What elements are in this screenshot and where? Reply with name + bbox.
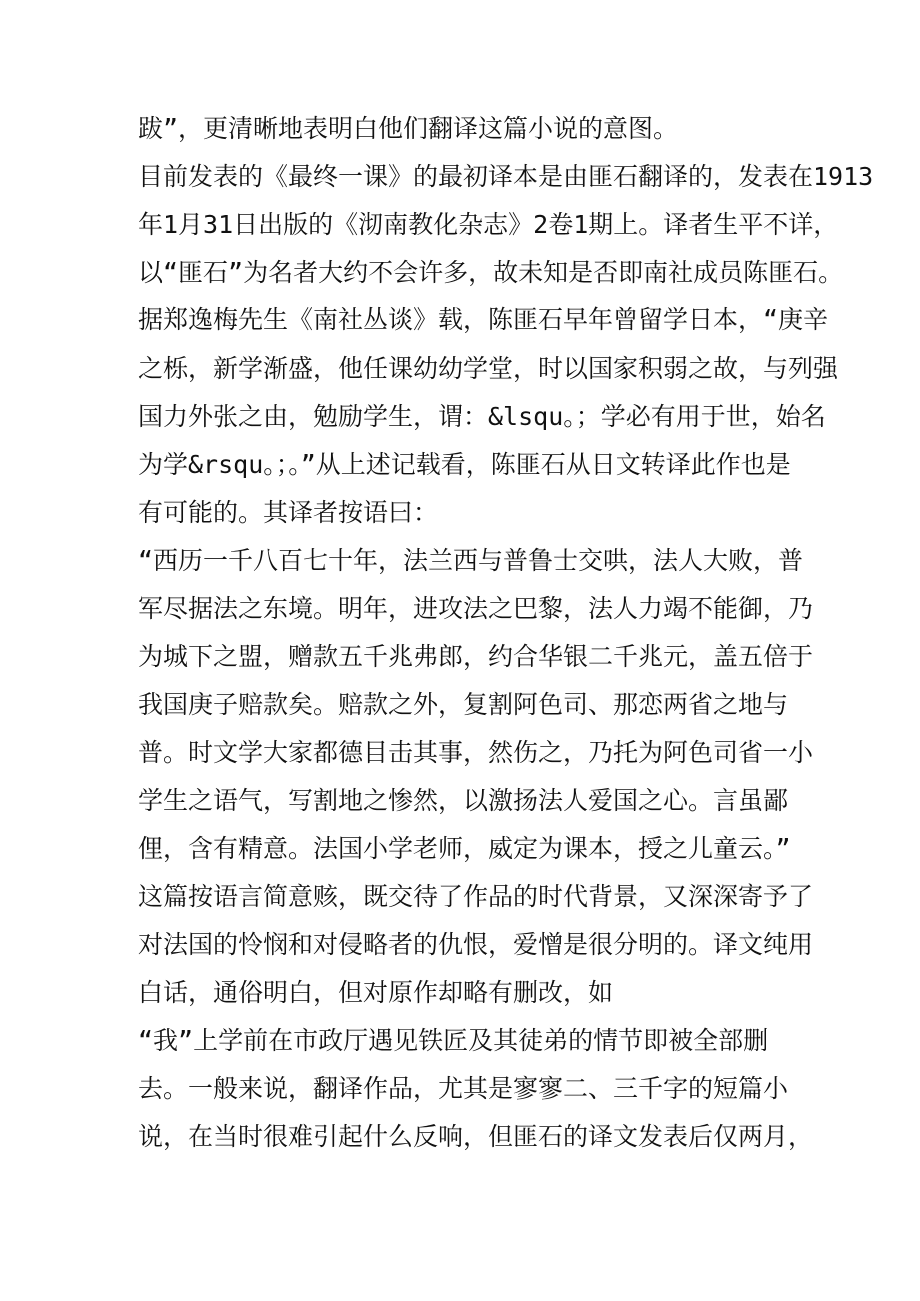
- text-line: 白话，通俗明白，但对原作却略有删改，如: [138, 978, 614, 1007]
- text-line: 以“匪石”为名者大约不会许多，故未知是否即南社成员陈匪石。: [138, 258, 844, 287]
- text-line: “西历一千八百七十年，法兰西与普鲁士交哄，法人大败，普: [138, 546, 804, 575]
- text-line: 之栎，新学渐盛，他任课幼幼学堂，时以国家积弱之故，与列强: [138, 354, 839, 383]
- text-line: 为城下之盟，赠款五千兆弗郎，约合华银二千兆元，盖五倍于: [138, 642, 814, 671]
- text-line: 跋”，更清晰地表明白他们翻译这篇小说的意图。: [138, 114, 679, 143]
- text-line: 军尽据法之东境。明年，进攻法之巴黎，法人力竭不能御，乃: [138, 594, 814, 623]
- text-line: 去。一般来说，翻译作品，尤其是寥寥二、三千字的短篇小: [138, 1074, 789, 1103]
- text-line: 为学&rsqu。；。”从上述记载看，陈匪石从日文转译此作也是: [138, 450, 791, 479]
- text-line: 这篇按语言简意赅，既交待了作品的时代背景，又深深寄予了: [138, 882, 814, 911]
- text-line: 普。时文学大家都德目击其事，然伤之，乃托为阿色司省一小: [138, 738, 814, 767]
- text-line: 目前发表的《最终一课》的最初译本是由匪石翻译的，发表在1913: [138, 162, 874, 191]
- text-line: “我”上学前在市政厅遇见铁匠及其徒弟的情节即被全部删: [138, 1026, 769, 1055]
- text-line: 俚，含有精意。法国小学老师，威定为课本，授之儿童云。”: [138, 834, 791, 863]
- text-line: 说，在当时很难引起什么反响，但匪石的译文发表后仅两月，: [138, 1122, 814, 1151]
- text-line: 有可能的。其译者按语曰：: [138, 498, 439, 527]
- text-line: 学生之语气，写割地之惨然，以激扬法人爱国之心。言虽鄙: [138, 786, 789, 815]
- text-line: 据郑逸梅先生《南社丛谈》载，陈匪石早年曾留学日本，“庚辛: [138, 305, 829, 334]
- text-line: 国力外张之由，勉励学生，谓：&lsqu。；学必有用于世，始名: [138, 402, 826, 431]
- text-line: 我国庚子赔款矣。赔款之外，复割阿色司、那恋两省之地与: [138, 690, 789, 719]
- text-line: 对法国的怜悯和对侵略者的仇恨，爱憎是很分明的。译文纯用: [138, 930, 814, 959]
- text-line: 年1月31日出版的《沏南教化杂志》2卷1期上。译者生平不详，: [138, 210, 839, 239]
